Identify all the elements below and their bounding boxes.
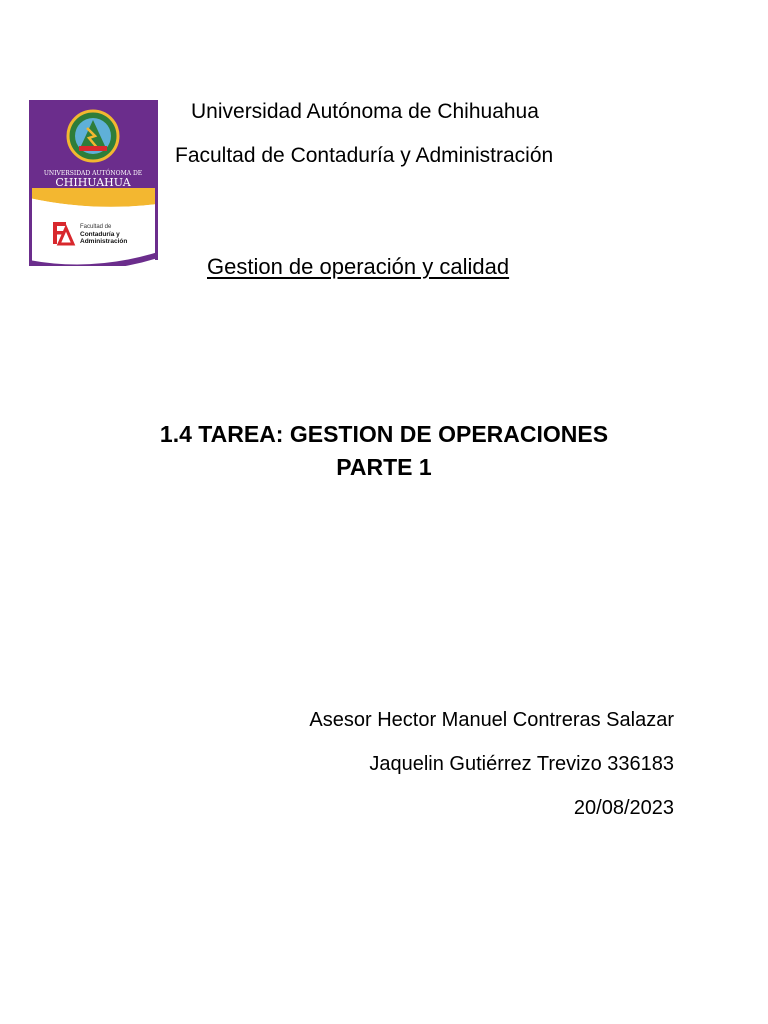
advisor-name: Asesor Hector Manuel Contreras Salazar: [309, 709, 674, 731]
course-title: Gestion de operación y calidad: [207, 254, 510, 279]
faculty-name: Facultad de Contaduría y Administración: [175, 144, 554, 167]
logo-seal-text: UNIVERSIDAD AUTÓNOMA DE: [43, 170, 143, 177]
logo-seal-name: CHIHUAHUA: [55, 176, 131, 189]
university-name: Universidad Autónoma de Chihuahua: [191, 100, 539, 123]
submission-date: 20/08/2023: [573, 797, 674, 819]
university-logo-icon: [29, 100, 158, 266]
assignment-title-line2: PARTE 1: [336, 454, 432, 480]
logo-faculty-line3: Administración: [80, 238, 128, 245]
assignment-title: [0, 418, 768, 484]
logo-faculty-line2: Contaduría y: [80, 231, 120, 238]
logo-faculty-line1: Facultad de: [80, 224, 112, 230]
assignment-title-line1: 1.4 TAREA: GESTION DE OPERACIONES: [159, 421, 609, 447]
student-name: Jaquelin Gutiérrez Trevizo 336183: [369, 753, 674, 775]
